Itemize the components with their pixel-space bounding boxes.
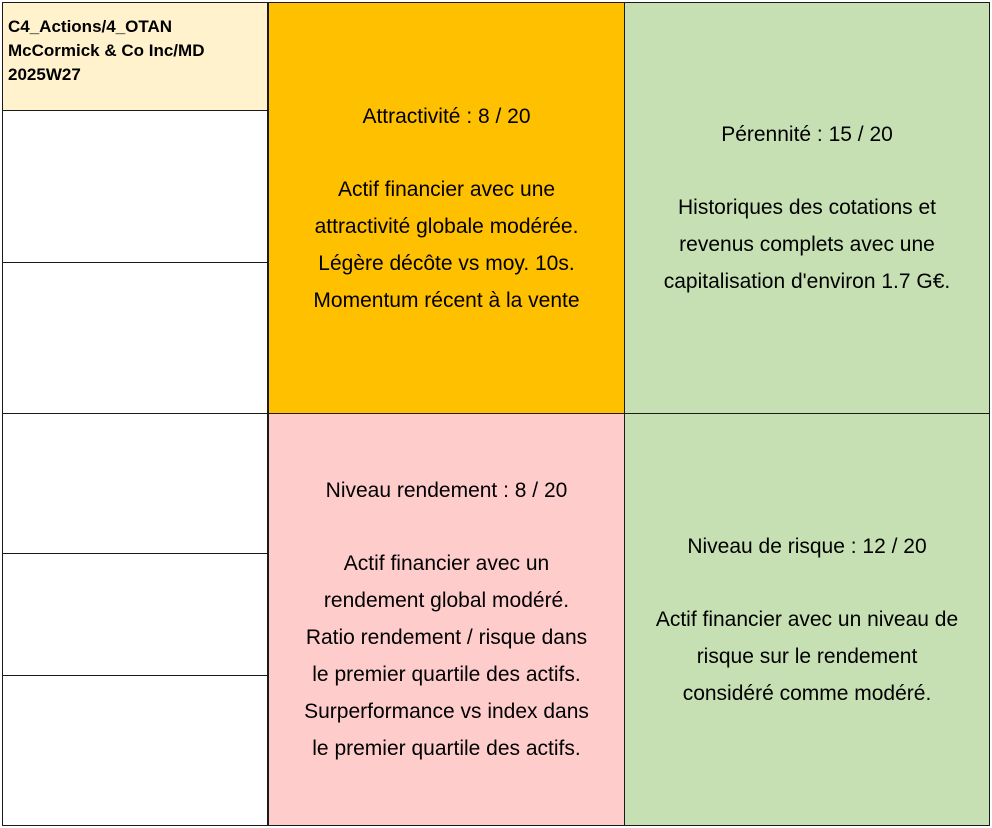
attractivite-title: Attractivité : 8 / 20: [362, 104, 531, 128]
risque-line: Actif financier avec un niveau de: [655, 607, 959, 631]
perennite-title: Pérennité : 15 / 20: [721, 123, 893, 146]
blank-cell-2: [2, 262, 268, 414]
attractivite-panel: [268, 2, 625, 414]
blank-cell-5: [2, 675, 268, 826]
perennite-line: Historiques des cotations et: [678, 196, 936, 219]
attractivite-line: attractivité globale modérée.: [314, 214, 579, 238]
rendement-line: Surperformance vs index dans: [304, 700, 589, 723]
header-company: McCormick & Co Inc/MD: [8, 41, 205, 60]
attractivite-line: Actif financier avec une: [337, 177, 556, 201]
header-category: C4_Actions/4_OTAN: [8, 17, 173, 36]
perennite-line: revenus complets avec une: [679, 233, 935, 256]
blank-cell-3: [2, 413, 268, 554]
rendement-line: le premier quartile des actifs.: [312, 737, 581, 760]
rendement-line: rendement global modéré.: [323, 589, 570, 612]
risque-title: Niveau de risque : 12 / 20: [687, 534, 927, 558]
rendement-panel: [268, 413, 625, 826]
rendement-line: Ratio rendement / risque dans: [305, 626, 588, 649]
header-week: 2025W27: [8, 65, 81, 84]
blank-cell-1: [2, 110, 268, 263]
rendement-line: le premier quartile des actifs.: [312, 663, 581, 686]
rendement-line: Actif financier avec un: [343, 552, 550, 575]
blank-cell-4: [2, 553, 268, 676]
risque-line: risque sur le rendement: [696, 644, 918, 668]
perennite-panel: [624, 2, 990, 414]
rendement-title: Niveau rendement : 8 / 20: [325, 479, 568, 502]
risque-panel: [624, 413, 990, 826]
header-cell: [2, 2, 268, 111]
attractivite-line: Momentum récent à la vente: [313, 288, 580, 312]
attractivite-line: Légère décôte vs moy. 10s.: [318, 251, 575, 275]
risque-line: considéré comme modéré.: [682, 681, 932, 705]
perennite-line: capitalisation d'environ 1.7 G€.: [663, 270, 951, 293]
